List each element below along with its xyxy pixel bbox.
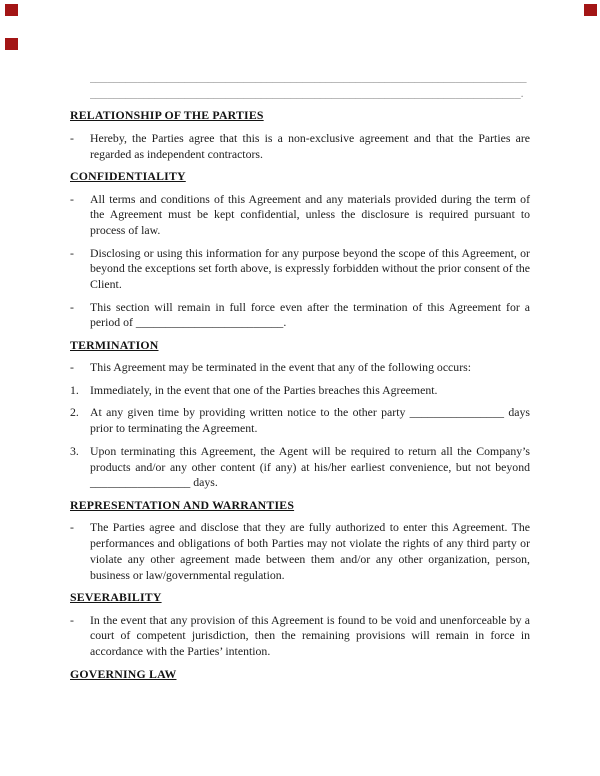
item-text: The Parties agree and disclose that they are fully authorized to enter this Agreement. The performances and obligations of both Parties may not violate the rights of any third party or violate any other agreement made between them and/or any other organization, person, business or law/governmental regulation. <box>90 520 530 582</box>
item-marker: 1. <box>70 382 79 397</box>
clause-item <box>70 444 530 491</box>
section-heading: SEVERABILITY <box>70 590 162 605</box>
continuation-blank-lines <box>90 70 530 102</box>
clause-item <box>70 246 530 293</box>
section-heading: GOVERNING LAW <box>70 666 177 681</box>
clause-item <box>70 360 530 376</box>
red-registration-mark <box>5 38 18 50</box>
item-marker: - <box>70 299 74 314</box>
clause-item <box>70 520 530 583</box>
blank-fill-line: _________________________________________________________________________. <box>90 85 524 100</box>
clause-item <box>70 405 530 437</box>
section-heading: CONFIDENTIALITY <box>70 169 186 184</box>
red-registration-mark <box>5 4 18 16</box>
item-text: Upon terminating this Agreement, the Agent will be required to return all the Company’s products and/or any other content (if any) at his/her earliest convenience, but not beyond _________________ days. <box>90 443 530 490</box>
item-marker: - <box>70 245 74 260</box>
clause-item <box>70 383 530 399</box>
item-marker: 3. <box>70 443 79 458</box>
item-text: Disclosing or using this information for any purpose beyond the scope of this Agreement, or beyond the exceptions set forth above, is expressly forbidden without the prior consent of the Client. <box>90 245 530 292</box>
item-text: This section will remain in full force even after the termination of this Agreement for a period of _________________________. <box>90 299 530 330</box>
item-text: Hereby, the Parties agree that this is a non-exclusive agreement and that the Parties are regarded as independent contractors. <box>90 130 530 161</box>
item-marker: 2. <box>70 405 79 420</box>
item-text: Immediately, in the event that one of the Parties breaches this Agreement. <box>90 382 438 397</box>
item-text: At any given time by providing written notice to the other party ________________ days prior to terminating the Agreement. <box>90 405 530 436</box>
item-marker: - <box>70 360 74 375</box>
item-marker: - <box>70 130 74 145</box>
clause-item <box>70 613 530 660</box>
item-marker: - <box>70 191 74 206</box>
item-marker: - <box>70 520 74 535</box>
section-heading: TERMINATION <box>70 337 159 352</box>
item-text: All terms and conditions of this Agreement and any materials provided during the term of the Agreement must be kept confidential, unless the disclosure is required pursuant to process of law. <box>90 191 530 238</box>
item-marker: - <box>70 612 74 627</box>
section-heading: RELATIONSHIP OF THE PARTIES <box>70 108 264 123</box>
clause-item <box>70 300 530 332</box>
item-text: This Agreement may be terminated in the event that any of the following occurs: <box>90 360 471 375</box>
clause-item <box>70 192 530 239</box>
item-text: In the event that any provision of this Agreement is found to be void and unenforceable by a court of competent jurisdiction, then the remaining provisions will remain in force in accordance with the Parties’ intention. <box>90 612 530 659</box>
clause-item <box>70 131 530 163</box>
red-registration-mark <box>584 4 597 16</box>
section-heading: REPRESENTATION AND WARRANTIES <box>70 497 295 512</box>
blank-fill-line: __________________________________________________________________________ <box>90 70 527 84</box>
